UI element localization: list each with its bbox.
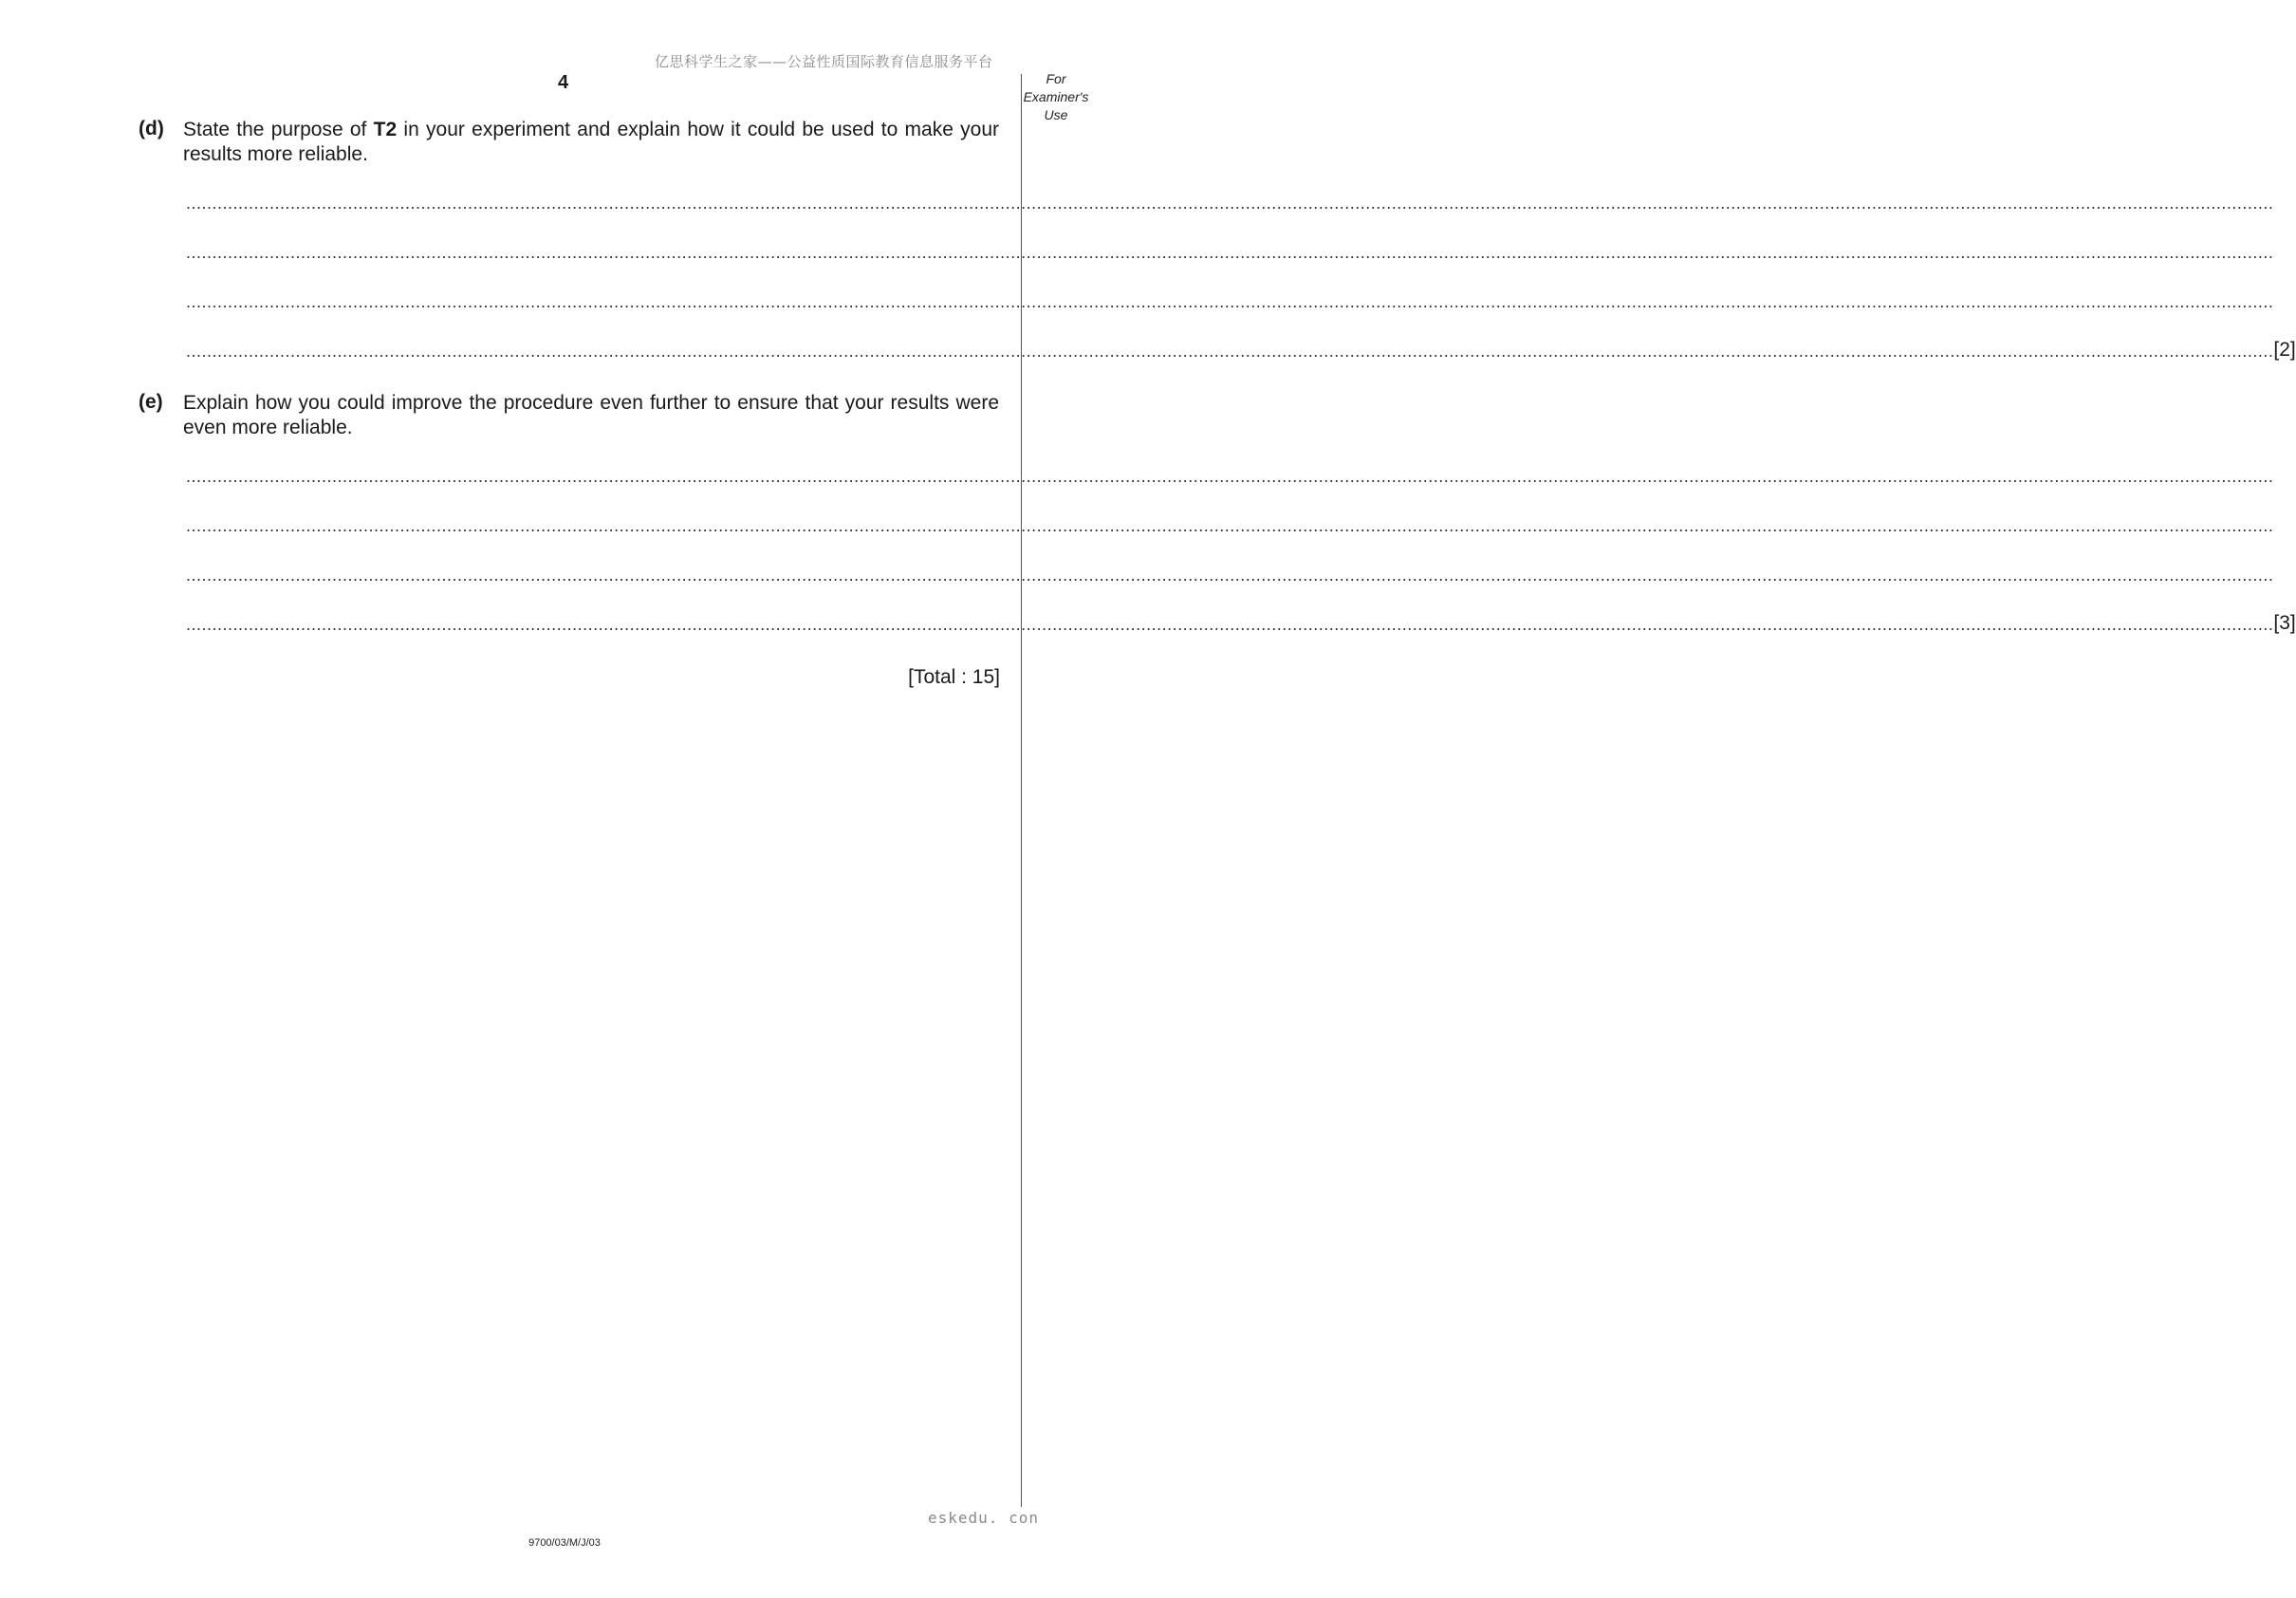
dotted-rule: ................................................................................................................................................................................................................................................................................................................................................................................................................ (186, 342, 2274, 361)
question-text: Explain how you could improve the procedure even further to ensure that your results were even more reliable. (183, 392, 999, 438)
question-text-part: State the purpose of (183, 119, 374, 140)
page-number: 4 (558, 72, 569, 93)
watermark-text: 亿思科学生之家——公益性质国际教育信息服务平台 (655, 53, 993, 70)
dotted-rule: ................................................................................................................................................................................................................................................................................................................................................................................................................ (186, 566, 2274, 585)
question-text-bold: T2 (373, 119, 398, 140)
examiner-label-line: Examiner's (1023, 89, 1089, 104)
examiner-margin-rule (1021, 74, 1022, 1507)
answer-line[interactable] (186, 338, 2296, 361)
examiner-use-label (1023, 70, 1089, 124)
examiner-label-line: For (1046, 71, 1066, 86)
paper-code: 9700/03/M/J/03 (528, 1537, 601, 1549)
examiner-label-line: Use (1044, 107, 1068, 122)
dotted-rule: ................................................................................................................................................................................................................................................................................................................................................................................................................ (186, 243, 2274, 262)
dotted-rule: ................................................................................................................................................................................................................................................................................................................................................................................................................ (186, 292, 2274, 311)
answer-line[interactable] (186, 611, 2296, 634)
answer-line[interactable] (186, 562, 2274, 585)
watermark-url: eskedu. con (928, 1509, 1039, 1527)
dotted-rule: ................................................................................................................................................................................................................................................................................................................................................................................................................ (186, 467, 2274, 486)
answer-line[interactable] (186, 288, 2274, 311)
question-text (183, 118, 999, 167)
answer-line[interactable] (186, 190, 2274, 213)
total-marks: [Total : 15] (908, 666, 1000, 688)
question-text-part: in your experiment and explain how it could be used to make your results more reliable. (183, 119, 999, 165)
answer-line[interactable] (186, 512, 2274, 535)
dotted-rule: ................................................................................................................................................................................................................................................................................................................................................................................................................ (186, 516, 2274, 535)
marks-label: [3] (2273, 612, 2296, 634)
question-letter: (d) (139, 118, 164, 139)
marks-label: [2] (2273, 339, 2296, 361)
answer-line[interactable] (186, 463, 2274, 486)
answer-line[interactable] (186, 239, 2274, 262)
dotted-rule: ................................................................................................................................................................................................................................................................................................................................................................................................................ (186, 194, 2274, 213)
question-letter: (e) (139, 391, 163, 413)
dotted-rule: ................................................................................................................................................................................................................................................................................................................................................................................................................ (186, 615, 2274, 634)
